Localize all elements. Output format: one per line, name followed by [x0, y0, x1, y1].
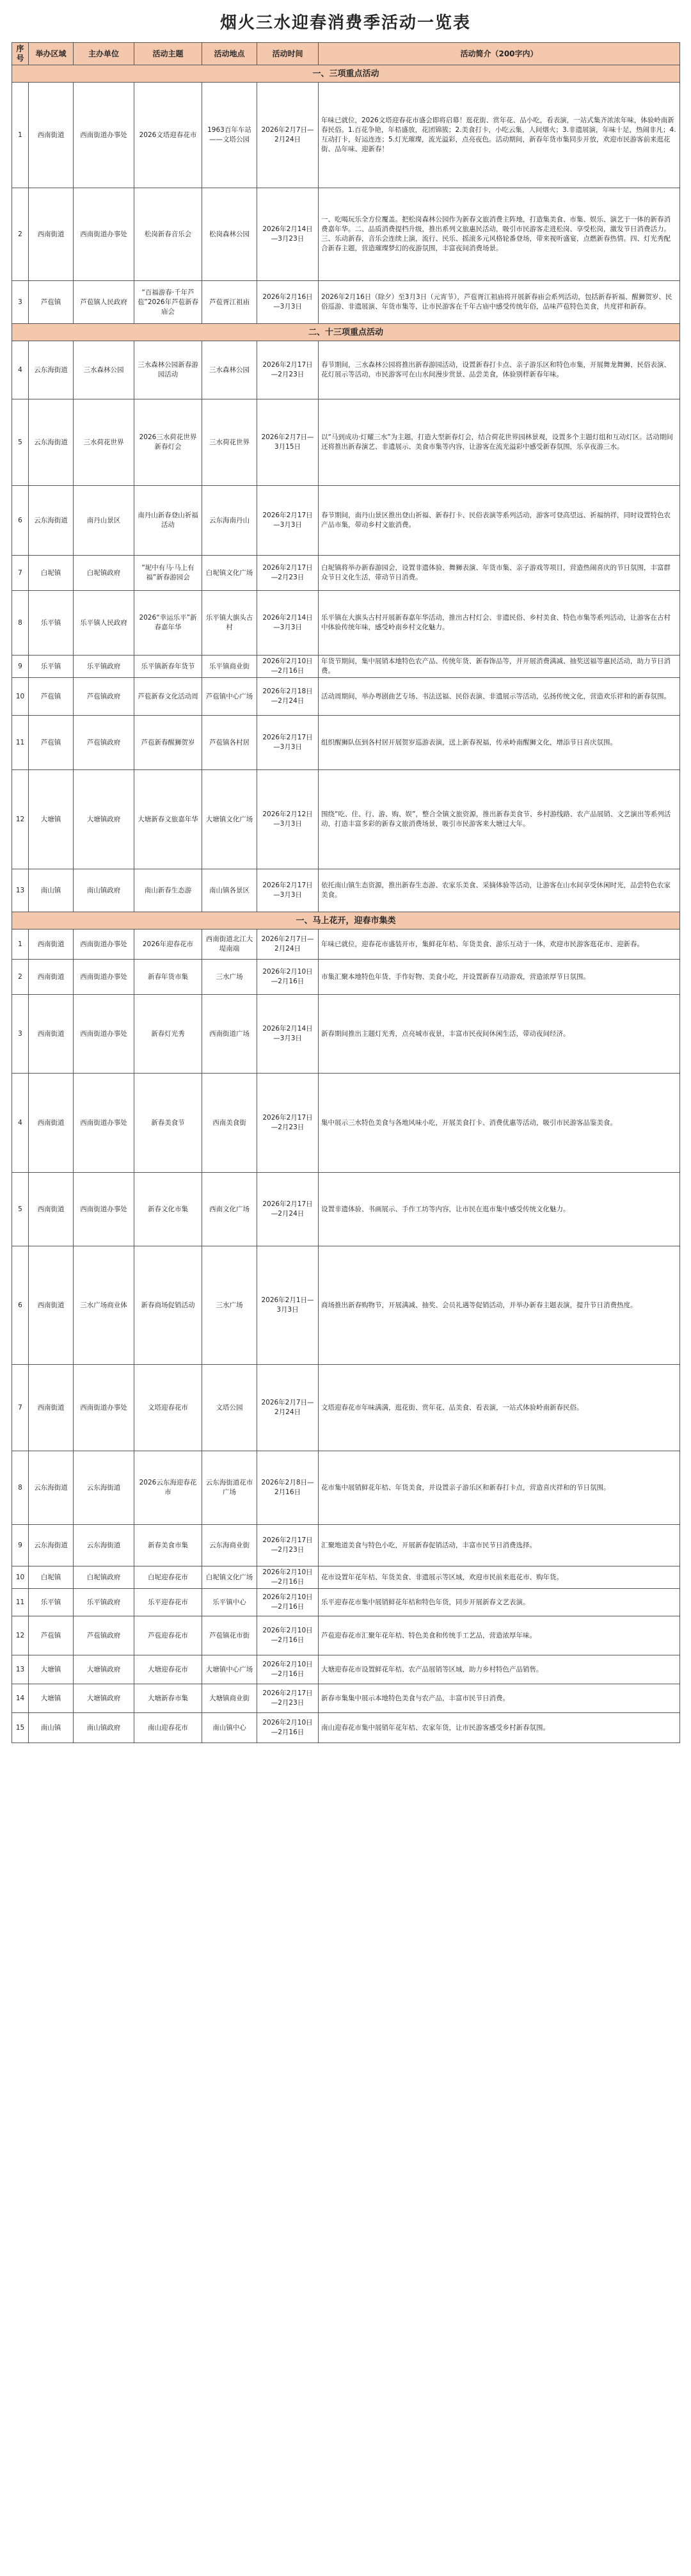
- row-organizer: 西南街道办事处: [74, 995, 134, 1074]
- row-number: 6: [12, 1246, 29, 1365]
- row-number: 6: [12, 486, 29, 556]
- row-area: 芦苞镇: [29, 716, 74, 770]
- row-time: 2026年2月10日—2月16日: [257, 1566, 319, 1589]
- row-area: 西南街道: [29, 188, 74, 281]
- row-organizer: 三水荷花世界: [74, 399, 134, 486]
- table-row: [12, 995, 680, 1074]
- row-number: 9: [12, 656, 29, 678]
- row-description: 组织醒狮队伍到各村居开展贺岁巡游表演，送上新春祝福，传承岭南醒狮文化，增添节日喜庆氛围。: [319, 716, 680, 770]
- row-description: 集中展示三水特色美食与各地风味小吃，开展美食打卡、消费优惠等活动，吸引市民游客品鉴美食。: [319, 1074, 680, 1173]
- row-place: 芦苞镇各村居: [202, 716, 257, 770]
- row-number: 11: [12, 716, 29, 770]
- row-theme: 南山迎春花市: [134, 1713, 202, 1743]
- row-organizer: 芦苞镇政府: [74, 678, 134, 716]
- row-time: 2026年2月17日—2月23日: [257, 1525, 319, 1566]
- row-area: 云东海街道: [29, 341, 74, 399]
- row-organizer: 白坭镇政府: [74, 556, 134, 591]
- row-time: 2026年2月17日—2月24日: [257, 1173, 319, 1246]
- row-number: 13: [12, 869, 29, 912]
- table-row: [12, 930, 680, 960]
- row-theme: 乐平镇新春年货节: [134, 656, 202, 678]
- row-area: 大塘镇: [29, 770, 74, 869]
- row-organizer: 南山镇政府: [74, 869, 134, 912]
- row-number: 8: [12, 1451, 29, 1525]
- row-number: 10: [12, 678, 29, 716]
- row-organizer: 云东海街道: [74, 1451, 134, 1525]
- header-desc: 活动简介（200字内）: [319, 43, 680, 65]
- row-theme: 2026云东海迎春花市: [134, 1451, 202, 1525]
- row-area: 芦苞镇: [29, 281, 74, 324]
- row-area: 云东海街道: [29, 1451, 74, 1525]
- row-description: 年味已就位，迎春花市盛装开市，集鲜花年桔、年货美食、游乐互动于一体，欢迎市民游客逛花市、迎新春。: [319, 930, 680, 960]
- page-title: 烟火三水迎春消费季活动一览表: [219, 13, 471, 33]
- table-row: [12, 770, 680, 869]
- row-organizer: 白坭镇政府: [74, 1566, 134, 1589]
- row-theme: “坭中有马·马上有福”新春游园会: [134, 556, 202, 591]
- row-number: 12: [12, 770, 29, 869]
- row-area: 西南街道: [29, 1246, 74, 1365]
- row-theme: 大塘新春文旅嘉年华: [134, 770, 202, 869]
- row-time: 2026年2月10日—2月16日: [257, 656, 319, 678]
- row-place: 乐平镇商业街: [202, 656, 257, 678]
- row-theme: 2026“幸运乐平”新春嘉年华: [134, 591, 202, 656]
- row-number: 1: [12, 83, 29, 188]
- row-number: 3: [12, 281, 29, 324]
- row-theme: 芦苞新春文化活动周: [134, 678, 202, 716]
- table-row: [12, 869, 680, 912]
- row-number: 2: [12, 188, 29, 281]
- row-place: 西南街道北江大堤南端: [202, 930, 257, 960]
- row-number: 11: [12, 1589, 29, 1616]
- table-row: [12, 1589, 680, 1616]
- row-area: 乐平镇: [29, 591, 74, 656]
- table-row: [12, 678, 680, 716]
- row-time: 2026年2月14日—3月3日: [257, 591, 319, 656]
- row-time: 2026年2月10日—2月16日: [257, 1655, 319, 1684]
- row-theme: 新春灯光秀: [134, 995, 202, 1074]
- row-place: 乐平镇大旗头古村: [202, 591, 257, 656]
- row-organizer: 芦苞镇政府: [74, 716, 134, 770]
- row-description: 春节期间，南丹山景区推出登山祈福、新春打卡、民俗表演等系列活动，游客可登高望远、祈福纳祥，同时设置特色农产品市集，带动乡村文旅消费。: [319, 486, 680, 556]
- row-number: 8: [12, 591, 29, 656]
- row-organizer: 南丹山景区: [74, 486, 134, 556]
- row-description: 设置非遗体验、书画展示、手作工坊等内容，让市民在逛市集中感受传统文化魅力。: [319, 1173, 680, 1246]
- row-place: 云东海商业街: [202, 1525, 257, 1566]
- row-description: 春节期间，三水森林公园将推出新春游园活动，设置新春打卡点、亲子游乐区和特色市集，开展舞龙舞狮、民俗表演、花灯展示等活动，市民游客可在山水间漫步赏景、品尝美食，体验别样新春年味。: [319, 341, 680, 399]
- row-theme: 新春美食市集: [134, 1525, 202, 1566]
- row-description: 年货节期间，集中展销本地特色农产品、传统年货、新春饰品等，并开展消费满减、抽奖送福等惠民活动，助力节日消费。: [319, 656, 680, 678]
- row-time: 2026年2月7日—2月24日: [257, 1365, 319, 1451]
- row-place: 芦苞镇中心广场: [202, 678, 257, 716]
- row-area: 芦苞镇: [29, 678, 74, 716]
- row-organizer: 西南街道办事处: [74, 1365, 134, 1451]
- row-place: 云东海南丹山: [202, 486, 257, 556]
- row-description: 新春期间推出主题灯光秀，点亮城市夜景，丰富市民夜间休闲生活，带动夜间经济。: [319, 995, 680, 1074]
- row-area: 西南街道: [29, 83, 74, 188]
- section-title: 一、马上花开，迎春市集类: [12, 912, 680, 930]
- table-row: [12, 1713, 680, 1743]
- row-time: 2026年2月17日—2月23日: [257, 341, 319, 399]
- row-area: 西南街道: [29, 930, 74, 960]
- row-number: 4: [12, 341, 29, 399]
- row-description: 文塔迎春花市年味满满，逛花街、赏年花、品美食、看表演，一站式体验岭南新春民俗。: [319, 1365, 680, 1451]
- row-place: 松岗森林公园: [202, 188, 257, 281]
- section-header-row: [12, 65, 680, 83]
- row-number: 9: [12, 1525, 29, 1566]
- table-body: [12, 65, 680, 1743]
- row-area: 白坭镇: [29, 556, 74, 591]
- row-place: 大塘镇中心广场: [202, 1655, 257, 1684]
- row-place: 三水广场: [202, 1246, 257, 1365]
- row-time: 2026年2月10日—2月16日: [257, 1713, 319, 1743]
- row-theme: 大塘新春市集: [134, 1684, 202, 1713]
- row-description: 市集汇聚本地特色年货、手作好物、美食小吃，并设置新春互动游戏，营造浓厚节日氛围。: [319, 960, 680, 995]
- table-row: [12, 591, 680, 656]
- row-description: 2026年2月16日（除夕）至3月3日（元宵节），芦苞胥江祖庙将开展新春庙会系列活动，包括新春祈福、醒狮贺岁、民俗巡游、非遗展演、年货市集等，让市民游客在千年古庙中感受传统年俗，品味芦苞特色美食，共度祥和新春。: [319, 281, 680, 324]
- table-row: [12, 556, 680, 591]
- row-organizer: 乐平镇政府: [74, 1589, 134, 1616]
- row-number: 13: [12, 1655, 29, 1684]
- header-no: 序号: [12, 43, 29, 65]
- row-organizer: 西南街道办事处: [74, 1074, 134, 1173]
- row-theme: 乐平迎春花市: [134, 1589, 202, 1616]
- row-area: 西南街道: [29, 1365, 74, 1451]
- header-theme: 活动主题: [134, 43, 202, 65]
- row-organizer: 三水森林公园: [74, 341, 134, 399]
- row-number: 3: [12, 995, 29, 1074]
- row-place: 三水森林公园: [202, 341, 257, 399]
- row-area: 白坭镇: [29, 1566, 74, 1589]
- row-time: 2026年2月1日—3月3日: [257, 1246, 319, 1365]
- row-time: 2026年2月17日—2月23日: [257, 1684, 319, 1713]
- row-number: 5: [12, 1173, 29, 1246]
- table-row: [12, 399, 680, 486]
- row-area: 云东海街道: [29, 399, 74, 486]
- row-theme: 新春文化市集: [134, 1173, 202, 1246]
- row-place: 西南街道广场: [202, 995, 257, 1074]
- row-area: 西南街道: [29, 960, 74, 995]
- table-row: [12, 656, 680, 678]
- table-row: [12, 1451, 680, 1525]
- table-row: [12, 1525, 680, 1566]
- row-number: 2: [12, 960, 29, 995]
- row-number: 4: [12, 1074, 29, 1173]
- row-place: 三水荷花世界: [202, 399, 257, 486]
- row-time: 2026年2月17日—2月23日: [257, 1074, 319, 1173]
- row-time: 2026年2月17日—2月23日: [257, 556, 319, 591]
- row-number: 1: [12, 930, 29, 960]
- row-place: 云东海街道花市广场: [202, 1451, 257, 1525]
- row-place: 南山镇中心: [202, 1713, 257, 1743]
- row-theme: 大塘迎春花市: [134, 1655, 202, 1684]
- table-row: [12, 1173, 680, 1246]
- row-theme: 新春商场促销活动: [134, 1246, 202, 1365]
- row-theme: 芦苞新春醒狮贺岁: [134, 716, 202, 770]
- row-theme: 白坭迎春花市: [134, 1566, 202, 1589]
- row-organizer: 三水广场商业体: [74, 1246, 134, 1365]
- table-row: [12, 1684, 680, 1713]
- row-time: 2026年2月17日—3月3日: [257, 486, 319, 556]
- table-row: [12, 1246, 680, 1365]
- row-description: 年味已就位，2026文塔迎春花市盛会即将启幕！逛花街、赏年花、品小吃，看表演，一站式集齐浓浓年味，体验岭南新春民俗。1.百花争艳，年桔盛放，花团锦簇；2.美食打卡，小吃云集，人间烟火；3.非遗展演，年味十足，热闹非凡；4.互动打卡，好运连连；5.灯光璀璨，流光溢彩，点亮夜色。活动期间，新春年货市集同步开放，欢迎市民游客前来逛花街、品年味、迎新春！: [319, 83, 680, 188]
- row-area: 大塘镇: [29, 1655, 74, 1684]
- row-place: 芦苞镇花市街: [202, 1616, 257, 1655]
- row-description: 南山迎春花市集中展销年花年桔、农家年货，让市民游客感受乡村新春氛围。: [319, 1713, 680, 1743]
- row-description: 一、吃喝玩乐全方位覆盖。把松岗森林公园作为新春文旅消费主阵地，打造集美食、市集、娱乐、演艺于一体的新春消费嘉年华。二、品质消费提档升级，推出系列文旅惠民活动，吸引市民游客走进松岗、享受松岗，激发节日消费活力。三、乐动新春，音乐会连续上演，流行、民乐、摇滚多元风格轮番登场，带来视听盛宴，点燃新春热情。四、灯光秀配合新春主题，营造璀璨梦幻的夜游氛围，丰富夜间消费场景。: [319, 188, 680, 281]
- row-number: 14: [12, 1684, 29, 1713]
- row-theme: 文塔迎春花市: [134, 1365, 202, 1451]
- row-area: 大塘镇: [29, 1684, 74, 1713]
- row-area: 乐平镇: [29, 656, 74, 678]
- row-organizer: 乐平镇政府: [74, 656, 134, 678]
- row-time: 2026年2月12日—3月3日: [257, 770, 319, 869]
- activity-table: [12, 42, 680, 1743]
- row-time: 2026年2月7日—2月24日: [257, 930, 319, 960]
- row-organizer: 大塘镇政府: [74, 1684, 134, 1713]
- table-header-row: [12, 43, 680, 65]
- table-row: [12, 1655, 680, 1684]
- row-time: 2026年2月10日—2月16日: [257, 1616, 319, 1655]
- row-description: 新春市集集中展示本地特色美食与农产品，丰富市民节日消费。: [319, 1684, 680, 1713]
- row-time: 2026年2月7日—3月15日: [257, 399, 319, 486]
- table-row: [12, 83, 680, 188]
- row-theme: 2026年迎春花市: [134, 930, 202, 960]
- row-place: 白坭镇文化广场: [202, 1566, 257, 1589]
- row-number: 12: [12, 1616, 29, 1655]
- section-title: 一、三项重点活动: [12, 65, 680, 83]
- row-place: 1963百年车站——文塔公园: [202, 83, 257, 188]
- row-organizer: 西南街道办事处: [74, 83, 134, 188]
- row-area: 芦苞镇: [29, 1616, 74, 1655]
- row-time: 2026年2月8日—2月16日: [257, 1451, 319, 1525]
- row-description: 乐平镇在大旗头古村开展新春嘉年华活动，推出古村灯会、非遗民俗、乡村美食、特色市集等系列活动，让游客在古村中体验传统年味，感受岭南乡村文化魅力。: [319, 591, 680, 656]
- row-time: 2026年2月18日—2月24日: [257, 678, 319, 716]
- row-theme: 松岗新春音乐会: [134, 188, 202, 281]
- row-time: 2026年2月7日—2月24日: [257, 83, 319, 188]
- row-description: 以“马到成功·灯耀三水”为主题，打造大型新春灯会，结合荷花世界园林景观，设置多个主题灯组和互动灯区。活动期间还将推出新春演艺、非遗展示、美食市集等内容，让游客在流光溢彩中感受新春氛围，乐享夜游三水。: [319, 399, 680, 486]
- row-place: 大塘镇商业街: [202, 1684, 257, 1713]
- row-organizer: 西南街道办事处: [74, 960, 134, 995]
- row-time: 2026年2月17日—3月3日: [257, 716, 319, 770]
- row-organizer: 大塘镇政府: [74, 1655, 134, 1684]
- section-header-row: [12, 324, 680, 341]
- row-time: 2026年2月17日—3月3日: [257, 869, 319, 912]
- table-row: [12, 960, 680, 995]
- row-description: 芦苞迎春花市汇聚年花年桔、特色美食和传统手工艺品，营造浓厚年味。: [319, 1616, 680, 1655]
- row-theme: 芦苞迎春花市: [134, 1616, 202, 1655]
- row-organizer: 西南街道办事处: [74, 188, 134, 281]
- table-row: [12, 486, 680, 556]
- row-place: 南山镇各景区: [202, 869, 257, 912]
- row-theme: 三水森林公园新春游园活动: [134, 341, 202, 399]
- row-place: 芦苞胥江祖庙: [202, 281, 257, 324]
- row-place: 西南美食街: [202, 1074, 257, 1173]
- row-area: 西南街道: [29, 1173, 74, 1246]
- row-organizer: 西南街道办事处: [74, 930, 134, 960]
- row-area: 南山镇: [29, 869, 74, 912]
- row-number: 7: [12, 556, 29, 591]
- row-area: 西南街道: [29, 995, 74, 1074]
- header-area: 举办区域: [29, 43, 74, 65]
- row-theme: 2026文塔迎春花市: [134, 83, 202, 188]
- row-time: 2026年2月16日—3月3日: [257, 281, 319, 324]
- row-description: 乐平迎春花市集中展销鲜花年桔和特色年货，同步开展新春文艺表演。: [319, 1589, 680, 1616]
- row-organizer: 芦苞镇政府: [74, 1616, 134, 1655]
- section-title: 二、十三项重点活动: [12, 324, 680, 341]
- row-description: 依托南山镇生态资源，推出新春生态游、农家乐美食、采摘体验等活动，让游客在山水间享受休闲时光，品尝特色农家美食。: [319, 869, 680, 912]
- row-place: 乐平镇中心: [202, 1589, 257, 1616]
- row-time: 2026年2月14日—3月3日: [257, 995, 319, 1074]
- row-description: 活动周期间，举办粤剧曲艺专场、书法送福、民俗表演、非遗展示等活动，弘扬传统文化，营造欢乐祥和的新春氛围。: [319, 678, 680, 716]
- row-organizer: 大塘镇政府: [74, 770, 134, 869]
- table-row: [12, 188, 680, 281]
- row-organizer: 乐平镇人民政府: [74, 591, 134, 656]
- row-area: 乐平镇: [29, 1589, 74, 1616]
- row-place: 文塔公园: [202, 1365, 257, 1451]
- row-organizer: 芦苞镇人民政府: [74, 281, 134, 324]
- row-theme: 南山新春生态游: [134, 869, 202, 912]
- row-description: 花市设置年花年桔、年货美食、非遗展示等区域，欢迎市民前来逛花市、购年货。: [319, 1566, 680, 1589]
- row-area: 云东海街道: [29, 1525, 74, 1566]
- row-theme: “百福游春·千年芦苞”2026年芦苞新春庙会: [134, 281, 202, 324]
- row-place: 西南文化广场: [202, 1173, 257, 1246]
- row-theme: 南丹山新春登山祈福活动: [134, 486, 202, 556]
- row-number: 5: [12, 399, 29, 486]
- row-theme: 新春美食节: [134, 1074, 202, 1173]
- table-row: [12, 1365, 680, 1451]
- row-description: 商场推出新春购物节，开展满减、抽奖、会员礼遇等促销活动，并举办新春主题表演，提升节日消费热度。: [319, 1246, 680, 1365]
- row-number: 10: [12, 1566, 29, 1589]
- row-organizer: 西南街道办事处: [74, 1173, 134, 1246]
- row-description: 花市集中展销鲜花年桔、年货美食，并设置亲子游乐区和新春打卡点，营造喜庆祥和的节日氛围。: [319, 1451, 680, 1525]
- table-row: [12, 1074, 680, 1173]
- row-number: 15: [12, 1713, 29, 1743]
- row-theme: 新春年货市集: [134, 960, 202, 995]
- row-theme: 2026三水荷花世界新春灯会: [134, 399, 202, 486]
- table-row: [12, 1566, 680, 1589]
- header-time: 活动时间: [257, 43, 319, 65]
- row-place: 大塘镇文化广场: [202, 770, 257, 869]
- table-row: [12, 281, 680, 324]
- header-place: 活动地点: [202, 43, 257, 65]
- row-description: 大塘迎春花市设置鲜花年桔、农产品展销等区域，助力乡村特色产品销售。: [319, 1655, 680, 1684]
- row-time: 2026年2月10日—2月16日: [257, 960, 319, 995]
- table-row: [12, 341, 680, 399]
- row-description: 围绕“吃、住、行、游、购、娱”，整合全镇文旅资源，推出新春美食节、乡村游线路、农产品展销、文艺演出等系列活动，打造丰富多彩的新春文旅消费场景，吸引市民游客来大塘过大年。: [319, 770, 680, 869]
- row-description: 汇聚地道美食与特色小吃，开展新春促销活动，丰富市民节日消费选择。: [319, 1525, 680, 1566]
- header-org: 主办单位: [74, 43, 134, 65]
- section-header-row: [12, 912, 680, 930]
- row-place: 三水广场: [202, 960, 257, 995]
- row-area: 云东海街道: [29, 486, 74, 556]
- row-time: 2026年2月10日—2月16日: [257, 1589, 319, 1616]
- table-row: [12, 716, 680, 770]
- row-time: 2026年2月14日—3月23日: [257, 188, 319, 281]
- row-organizer: 云东海街道: [74, 1525, 134, 1566]
- row-number: 7: [12, 1365, 29, 1451]
- row-area: 西南街道: [29, 1074, 74, 1173]
- row-description: 白坭镇将举办新春游园会，设置非遗体验、舞狮表演、年货市集、亲子游戏等项目，营造热闹喜庆的节日氛围，丰富群众节日文化生活，带动节日消费。: [319, 556, 680, 591]
- row-organizer: 南山镇政府: [74, 1713, 134, 1743]
- row-area: 南山镇: [29, 1713, 74, 1743]
- table-row: [12, 1616, 680, 1655]
- row-place: 白坭镇文化广场: [202, 556, 257, 591]
